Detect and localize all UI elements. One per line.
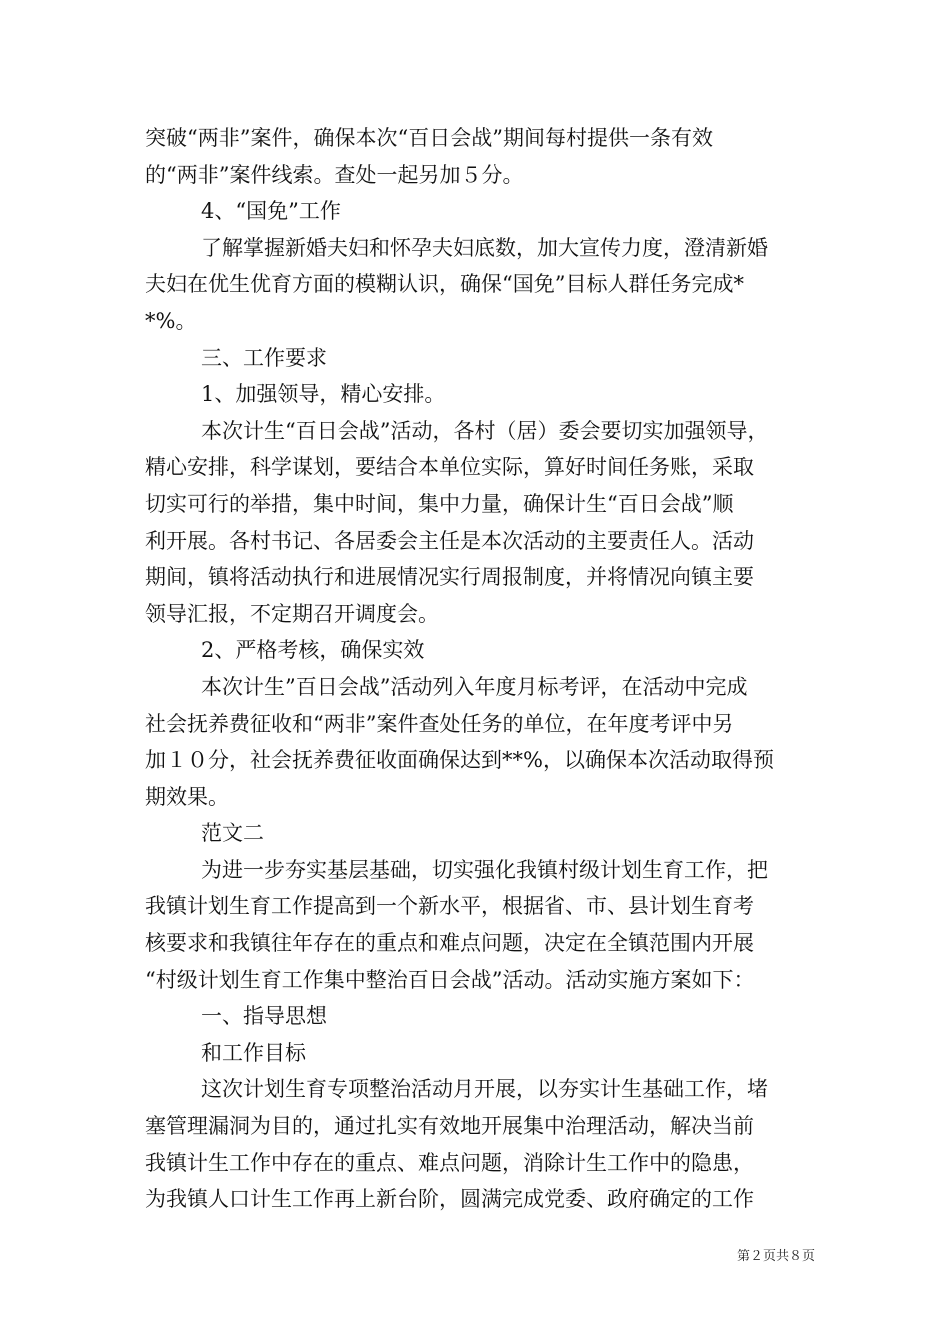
text-line: “村级计划生育工作集中整治百日会战”活动。活动实施方案如下： (145, 967, 755, 992)
text-line: 一、指导思想 (201, 1004, 327, 1029)
text-line: 塞管理漏洞为目的，通过扎实有效地开展集中治理活动，解决当前 (145, 1114, 754, 1139)
text-line: 突破“两非”案件，确保本次“百日会战”期间每村提供一条有效 (145, 126, 713, 150)
text-line: 为进一步夯实基层基础，切实强化我镇村级计划生育工作，把 (201, 857, 768, 882)
text-line: 切实可行的举措，集中时间，集中力量，确保计生“百日会战”顺 (145, 491, 734, 516)
text-line: 本次计生“百日会战”活动，各村（居）委会要切实加强领导， (201, 418, 769, 443)
text-line: 三、工作要求 (201, 345, 327, 370)
text-line: 精心安排，科学谋划，要结合本单位实际，算好时间任务账，采取 (145, 455, 754, 480)
document-body (145, 120, 815, 1218)
text-line: 期效果。 (145, 784, 229, 809)
text-line: 本次计生”百日会战”活动列入年度月标考评，在活动中完成 (201, 674, 748, 699)
text-line: 4、“国免”工作 (201, 199, 341, 224)
text-line: 和工作目标 (201, 1040, 306, 1065)
text-line: 2、严格考核，确保实效 (201, 638, 425, 663)
text-line: 这次计划生育专项整治活动月开展，以夯实计生基础工作，堵 (201, 1077, 768, 1102)
text-line: 利开展。各村书记、各居委会主任是本次活动的主要责任人。活动 (145, 528, 754, 553)
text-line: 期间，镇将活动执行和进展情况实行周报制度，并将情况向镇主要 (145, 565, 754, 590)
text-line: *%。 (145, 308, 197, 333)
text-line: 的“两非”案件线索。查处一起另加５分。 (145, 162, 524, 187)
text-line: 我镇计划生育工作提高到一个新水平，根据省、市、县计划生育考 (145, 894, 754, 919)
page-number: 第２页共８页 (736, 1249, 815, 1264)
text-line: 领导汇报，不定期召开调度会。 (145, 601, 439, 626)
text-line: 加１０分，社会抚养费征收面确保达到**%，以确保本次活动取得预 (145, 748, 774, 773)
text-line: 为我镇人口计生工作再上新台阶，圆满完成党委、政府确定的工作 (145, 1187, 754, 1212)
text-line: 我镇计生工作中存在的重点、难点问题，消除计生工作中的隐患， (145, 1150, 754, 1175)
text-line: 社会抚养费征收和“两非”案件查处任务的单位，在年度考评中另 (145, 711, 734, 736)
text-line: 核要求和我镇往年存在的重点和难点问题，决定在全镇范围内开展 (145, 931, 754, 956)
text-line: 范文二 (201, 821, 264, 846)
text-line: 夫妇在优生优育方面的模糊认识，确保“国免”目标人群任务完成* (145, 272, 744, 297)
text-line: 1、加强领导，精心安排。 (201, 382, 446, 407)
text-line: 了解掌握新婚夫妇和怀孕夫妇底数，加大宣传力度，澄清新婚 (201, 235, 768, 260)
